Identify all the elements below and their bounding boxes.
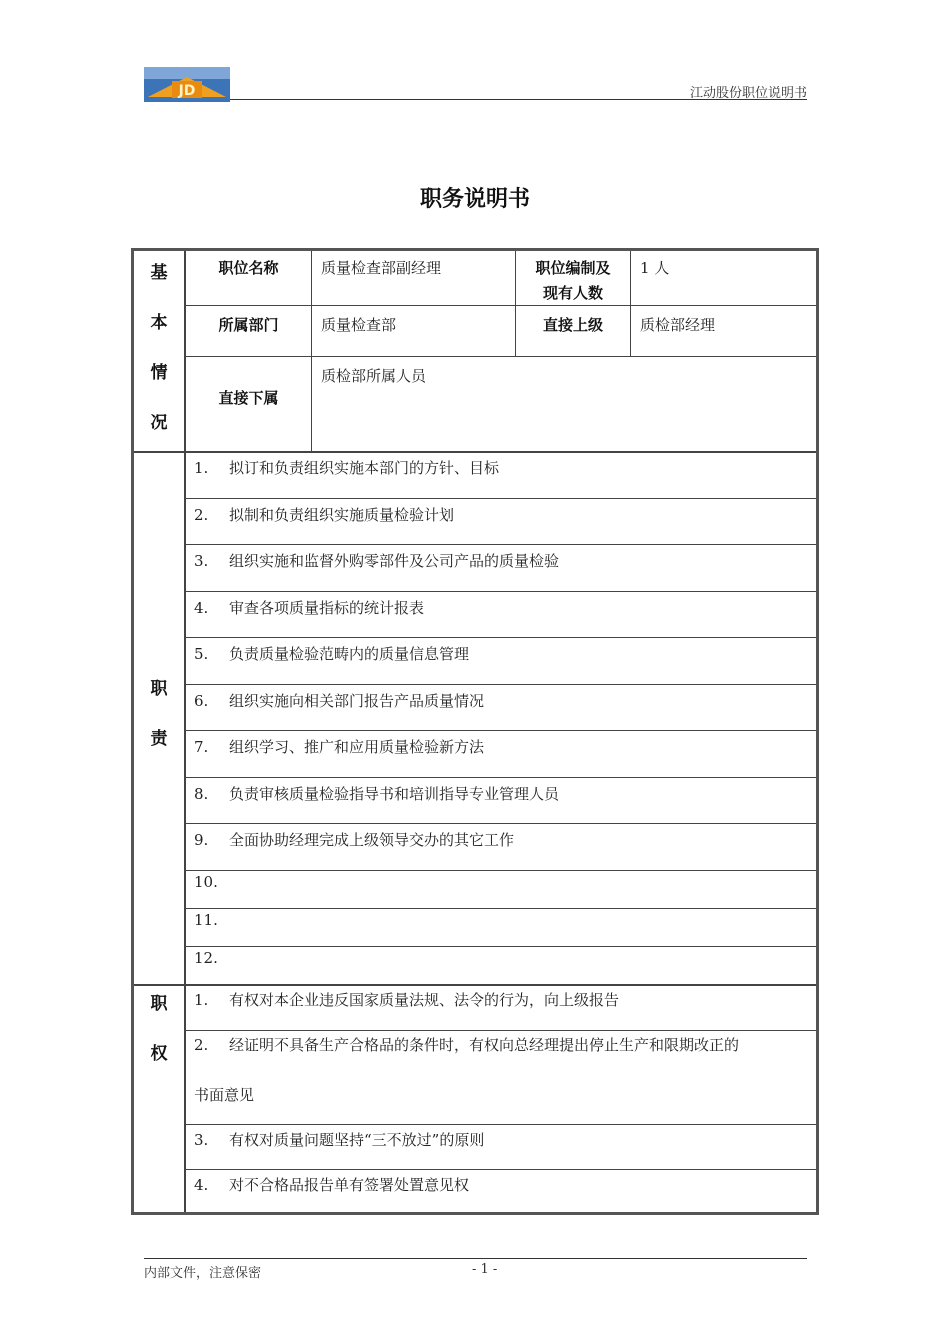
duty-item: 4. 审查各项质量指标的统计报表 <box>194 599 425 617</box>
basic-grid-line <box>630 251 631 357</box>
duty-row-line <box>185 684 816 685</box>
authority-item: 3. 有权对质量问题坚持“三不放过”的原则 <box>194 1131 485 1149</box>
section-divider <box>134 451 816 453</box>
authority-section-char: 权 <box>150 1044 168 1064</box>
confidential-notice: 内部文件，注意保密 <box>144 1266 262 1281</box>
authority-item-continuation: 书面意见 <box>194 1086 255 1104</box>
duty-item: 1. 拟订和负责组织实施本部门的方针、目标 <box>194 459 500 477</box>
headcount-label-line1: 职位编制及 <box>535 259 611 277</box>
department-value: 质量检查部 <box>321 316 397 334</box>
duty-item: 9. 全面协助经理完成上级领导交办的其它工作 <box>194 831 515 849</box>
page-title: 职务说明书 <box>419 187 530 212</box>
duty-row-line <box>185 823 816 824</box>
authority-section-char: 职 <box>150 994 168 1014</box>
basic-section-char: 情 <box>150 363 168 383</box>
duty-item: 2. 拟制和负责组织实施质量检验计划 <box>194 506 455 524</box>
logo-text: JD <box>178 83 196 99</box>
header-divider <box>230 99 807 100</box>
duties-section-char: 责 <box>150 729 168 749</box>
authority-row-line <box>185 1124 816 1125</box>
authority-row-line <box>185 1169 816 1170</box>
duty-item: 6. 组织实施向相关部门报告产品质量情况 <box>194 692 485 710</box>
duty-row-line <box>185 777 816 778</box>
page-number: - 1 - <box>472 1262 498 1277</box>
department-label: 所属部门 <box>218 316 279 334</box>
superior-value: 质检部经理 <box>640 316 716 334</box>
duty-row-line <box>185 544 816 545</box>
authority-item: 4. 对不合格品报告单有签署处置意见权 <box>194 1176 470 1194</box>
duty-item: 10. <box>194 873 218 891</box>
header-title: 江动股份职位说明书 <box>689 86 807 101</box>
duties-section-char: 职 <box>150 679 168 699</box>
authority-row-line <box>185 1030 816 1031</box>
duty-item: 12. <box>194 949 218 967</box>
duty-row-line <box>185 908 816 909</box>
superior-label: 直接上级 <box>542 316 603 334</box>
duty-row-line <box>185 498 816 499</box>
headcount-label-line2: 现有人数 <box>542 284 603 302</box>
duty-item: 3. 组织实施和监督外购零部件及公司产品的质量检验 <box>194 552 560 570</box>
duty-row-line <box>185 870 816 871</box>
authority-item: 1. 有权对本企业违反国家质量法规、法令的行为，向上级报告 <box>194 991 620 1009</box>
duty-row-line <box>185 591 816 592</box>
basic-grid-line <box>311 251 312 451</box>
duty-item: 11. <box>194 911 218 929</box>
duty-item: 5. 负责质量检验范畴内的质量信息管理 <box>194 645 470 663</box>
position-name-value: 质量检查部副经理 <box>321 259 442 277</box>
duty-row-line <box>185 730 816 731</box>
headcount-value: 1 人 <box>640 259 670 277</box>
section-divider <box>134 984 816 986</box>
basic-section-char: 本 <box>150 313 168 333</box>
basic-section-char: 基 <box>150 263 168 283</box>
duty-row-line <box>185 946 816 947</box>
subordinate-value: 质检部所属人员 <box>321 367 427 385</box>
basic-section-char: 况 <box>150 413 168 433</box>
basic-grid-line <box>185 356 816 357</box>
position-name-label: 职位名称 <box>218 259 279 277</box>
duty-item: 8. 负责审核质量检验指导书和培训指导专业管理人员 <box>194 785 560 803</box>
basic-grid-line <box>185 305 816 306</box>
authority-item: 2. 经证明不具备生产合格品的条件时，有权向总经理提出停止生产和限期改正的 <box>194 1036 740 1054</box>
subordinate-label: 直接下属 <box>218 389 279 407</box>
footer-divider <box>144 1258 807 1259</box>
duty-item: 7. 组织学习、推广和应用质量检验新方法 <box>194 738 485 756</box>
duty-row-line <box>185 637 816 638</box>
company-logo <box>144 67 230 102</box>
